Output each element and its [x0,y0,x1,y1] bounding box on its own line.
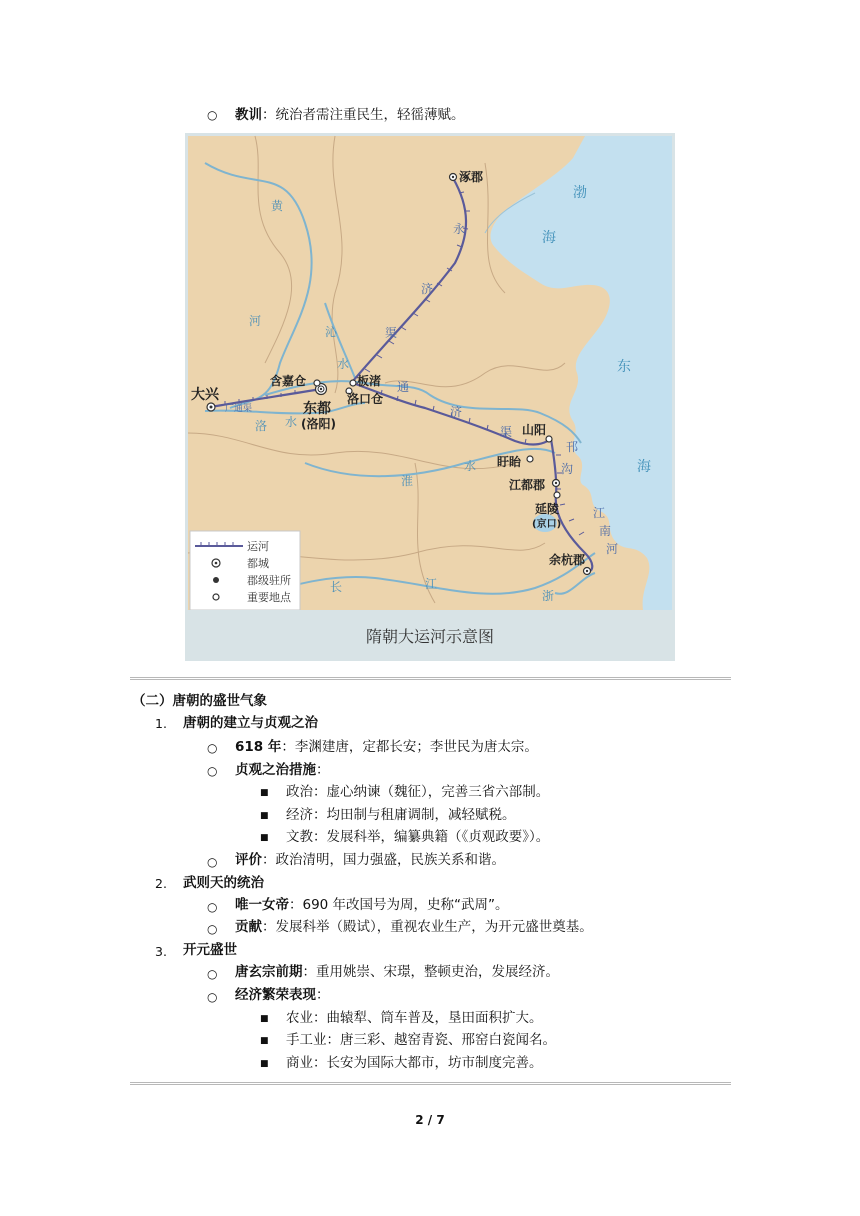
item-number: 3. [155,944,167,959]
canal-label-yongji-1: 永 [453,222,466,236]
sub-item-label: 唐玄宗前期 [235,964,303,980]
canal-label-tongji-3: 渠 [500,425,513,439]
sub-item [235,918,593,936]
bullet-square: ■ [260,1014,269,1024]
bullet-square: ■ [260,1059,269,1069]
river-label-chang-2: 江 [425,577,438,591]
sub-item-text: ： [316,987,330,1003]
point-item: 经济：均田制与租庸调制，减轻赋税。 [286,807,516,823]
river-label-qin-2: 水 [337,357,350,371]
river-label-huang-1: 黄 [271,199,284,213]
place-yanling: 延陵 [535,502,560,516]
sub-item-text: ：政治清明，国力强盛，民族关系和谐。 [262,852,505,868]
river-label-luo-1: 洛 [255,419,268,433]
canal-label-yongji-2: 济 [421,282,434,296]
river-label-huai-2: 水 [464,459,477,473]
section-title: （二）唐朝的盛世气象 [132,693,267,709]
place-yanling-sub: (京口) [532,519,562,530]
sea-label-bohai-2: 海 [542,230,556,246]
point-item: 文教：发展科举，编纂典籍（《贞观政要》）。 [286,829,550,845]
canal-label-yongji-3: 渠 [385,326,398,340]
item-title: 开元盛世 [183,942,237,958]
place-luokoucang: 洛口仓 [347,392,384,406]
canal-label-hangou-2: 沟 [561,462,574,476]
bullet-circle: ○ [207,108,218,122]
bullet-square: ■ [260,833,269,843]
point-item: 农业：曲辕犁、筒车普及，垦田面积扩大。 [286,1010,543,1026]
divider [130,1082,731,1085]
sub-item-label: 唯一女帝 [235,897,289,913]
canal-label-tongji-1: 通 [397,380,410,394]
item-title: 武则天的统治 [183,875,264,891]
river-label-zhe: 浙 [542,589,555,603]
sub-item [235,963,559,981]
page-number: 2 / 7 [415,1113,445,1127]
map-legend [190,531,300,610]
sub-item [235,851,505,869]
canal-label-hangou-1: 邗 [566,440,579,454]
place-shanyang: 山阳 [522,423,547,437]
sub-item-text: ：重用姚崇、宋璟，整顿吏治，发展经济。 [302,964,559,980]
point-item: 商业：长安为国际大都市，坊市制度完善。 [286,1055,543,1071]
sub-item-label: 贞观之治措施 [235,762,316,778]
bullet-circle: ○ [207,741,218,755]
sea-label-donghai-2: 海 [637,459,651,475]
sub-item-label: 评价 [235,852,262,868]
place-dongdu-sub: (洛阳) [301,417,336,431]
sub-item [235,986,330,1004]
item-number: 1. [155,716,167,731]
river-label-huang-2: 河 [249,314,262,328]
canal-label-jiangnan-2: 南 [599,524,612,538]
bullet-circle: ○ [207,855,218,869]
canal-map [185,133,675,661]
bullet-circle: ○ [207,900,218,914]
sub-item-text: ： [316,762,330,778]
sub-item-label: 经济繁荣表现 [235,987,316,1003]
bullet-circle: ○ [207,990,218,1004]
bullet-circle: ○ [207,764,218,778]
sub-item-text: ：发展科举（殿试），重视农业生产，为开元盛世奠基。 [262,919,593,935]
river-label-luo-2: 水 [285,415,298,429]
bullet-circle: ○ [207,922,218,936]
legend-label-capital: 都城 [247,557,269,570]
place-hanjiacang: 含嘉仓 [270,374,307,388]
sub-item [235,896,509,914]
sea-label-bohai-1: 渤 [573,185,587,201]
canal-label-guangtong: 广通渠 [225,404,253,414]
item-number: 2. [155,876,167,891]
place-zhuojun: 涿郡 [459,170,484,184]
canal-label-jiangnan-1: 江 [593,506,606,520]
map-caption: 隋朝大运河示意图 [365,627,495,646]
canal-label-jiangnan-3: 河 [606,542,619,556]
canal-map-svg [185,133,675,661]
river-label-huai-1: 淮 [401,474,414,488]
place-banzhu: 板渚 [357,374,382,388]
sub-item [235,738,538,756]
sub-item [235,761,330,779]
legend-label-county: 郡级驻所 [247,574,291,587]
place-yuhang: 余杭郡 [549,553,586,567]
legend-label-canal: 运河 [247,540,269,553]
sub-item-text: ：李渊建唐，定都长安；李世民为唐太宗。 [281,739,538,755]
place-daxing: 大兴 [191,387,219,403]
lesson-label: 教训 [235,107,262,123]
place-jiangdu: 江都郡 [509,478,546,492]
item-title: 唐朝的建立与贞观之治 [183,715,318,731]
canal-label-tongji-2: 济 [450,405,463,419]
sub-item-label: 贡献 [235,919,262,935]
bullet-circle: ○ [207,967,218,981]
lesson-line [235,106,465,124]
river-label-chang-1: 长 [330,580,343,594]
place-dongdu: 东都 [303,401,331,417]
bullet-square: ■ [260,811,269,821]
divider [130,677,731,680]
bullet-square: ■ [260,1036,269,1046]
sub-item-text: ：690 年改国号为周，史称“武周”。 [289,897,509,913]
bullet-square: ■ [260,788,269,798]
place-xuyi: 盱眙 [497,455,522,469]
river-label-qin-1: 沁 [325,325,338,339]
sea-label-donghai-1: 东 [617,359,631,375]
point-item: 政治：虚心纳谏（魏征），完善三省六部制。 [286,784,550,800]
legend-place-swatch [213,594,219,600]
lesson-text: ：统治者需注重民生，轻徭薄赋。 [262,107,465,123]
sub-item-label: 618 年 [235,739,282,755]
legend-label-place: 重要地点 [247,591,291,604]
legend-county-swatch [213,577,219,583]
point-item: 手工业：唐三彩、越窑青瓷、邢窑白瓷闻名。 [286,1032,556,1048]
